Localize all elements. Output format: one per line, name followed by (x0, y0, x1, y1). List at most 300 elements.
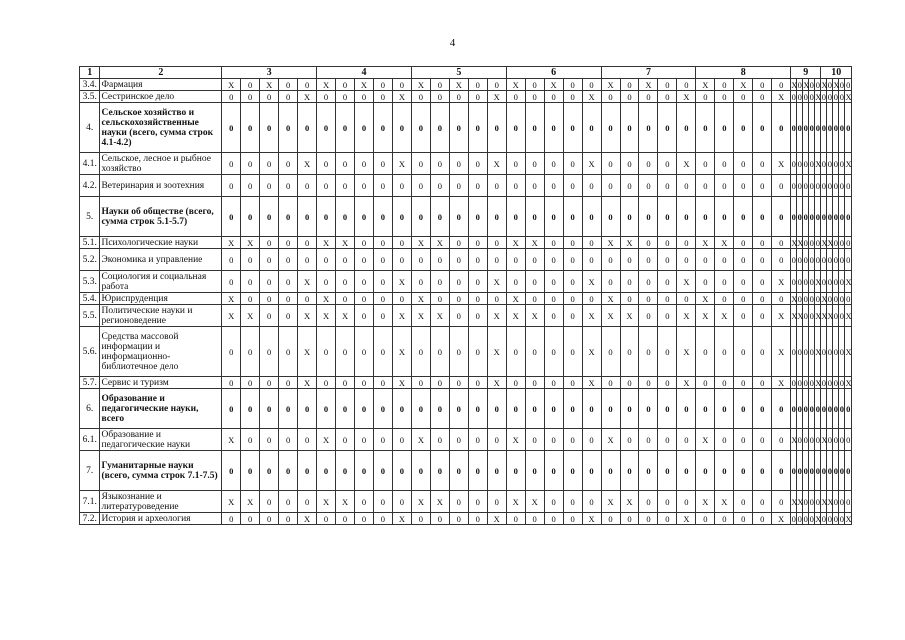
value-cell: 0 (336, 293, 355, 305)
value-cell: 0 (833, 249, 839, 271)
value-cell: 0 (803, 103, 809, 153)
table-row (80, 237, 852, 249)
value-cell: 0 (791, 377, 796, 388)
value-cell: X (506, 79, 525, 91)
value-cell: 0 (468, 153, 487, 175)
value-cell: 0 (298, 429, 317, 451)
value-cell: 0 (487, 79, 506, 91)
value-cell: X (845, 377, 852, 388)
value-cell: X (298, 91, 317, 103)
row-name: Образование и педагогические науки, всего (100, 389, 222, 429)
value-cell: 0 (260, 377, 279, 389)
value-cell: 0 (487, 293, 506, 305)
value-cell: 0 (833, 175, 839, 197)
value-cell: 0 (260, 293, 279, 305)
value-cell: 0 (279, 491, 298, 513)
value-cell: 0 (487, 491, 506, 513)
value-cell: 0 (354, 429, 373, 451)
value-cell: X (392, 91, 411, 103)
value-cell: 0 (563, 249, 582, 271)
value-cell: 0 (487, 389, 506, 429)
value-cell: 0 (821, 175, 827, 197)
value-cell: 0 (601, 271, 620, 293)
value-cell: 0 (430, 377, 449, 389)
value-cell: 0 (468, 91, 487, 103)
value-cell: 0 (449, 271, 468, 293)
value-cell: 0 (827, 513, 833, 524)
value-cell: 0 (696, 153, 715, 175)
value-cell: 0 (791, 451, 797, 491)
value-cell: X (222, 237, 241, 249)
value-cell: 0 (620, 429, 639, 451)
value-cell: X (317, 305, 336, 327)
value-cell: X (544, 79, 563, 91)
value-cell: 0 (839, 491, 845, 513)
value-cell: 0 (506, 389, 525, 429)
value-cell: 0 (449, 451, 468, 491)
value-cell: 0 (696, 389, 715, 429)
value-cell: 0 (658, 103, 677, 153)
value-cell: X (845, 91, 852, 102)
value-cell: 0 (468, 79, 487, 91)
value-cell: 0 (639, 91, 658, 103)
value-cell: 0 (821, 197, 827, 237)
value-cell: 0 (815, 79, 820, 90)
value-cell: 0 (222, 513, 241, 525)
value-cell: 0 (468, 327, 487, 377)
value-cell: X (715, 305, 734, 327)
value-cell: 0 (525, 271, 544, 293)
value-cell: X (411, 429, 430, 451)
value-cell: 0 (601, 91, 620, 103)
value-cell: 0 (525, 91, 544, 103)
value-cell: 0 (677, 451, 696, 491)
value-cell: 0 (525, 429, 544, 451)
value-cell: 0 (753, 91, 772, 103)
value-cell: 0 (791, 175, 797, 197)
value-cell: X (815, 513, 822, 524)
value-cell: 0 (544, 271, 563, 293)
value-cell: X (525, 305, 544, 327)
value-cell: 0 (833, 377, 839, 388)
value-cell: X (392, 327, 411, 377)
value-cell: X (845, 153, 852, 175)
table-row (80, 305, 852, 327)
value-cell: 0 (525, 153, 544, 175)
table-row (80, 175, 852, 197)
value-cell: 0 (815, 249, 821, 271)
value-cell: 0 (803, 197, 809, 237)
value-cell: 0 (639, 197, 658, 237)
value-cell: 0 (260, 429, 279, 451)
value-cell: 0 (336, 327, 355, 377)
value-cell: 0 (809, 429, 815, 451)
value-cell: 0 (639, 103, 658, 153)
value-cell: 0 (317, 91, 336, 103)
value-cell: X (715, 491, 734, 513)
value-cell: 0 (833, 491, 839, 513)
value-cell: 0 (298, 249, 317, 271)
value-cell: 0 (772, 491, 791, 513)
value-cell: 0 (582, 429, 601, 451)
value-cell: 0 (241, 389, 260, 429)
value-cell: 0 (354, 249, 373, 271)
value-cell: 0 (803, 91, 808, 102)
value-cell: 0 (430, 79, 449, 91)
value-cell: 0 (797, 249, 803, 271)
value-cell: 0 (373, 271, 392, 293)
value-cell: 0 (430, 153, 449, 175)
value-cell: 0 (839, 271, 845, 293)
value-cell: X (506, 293, 525, 305)
value-cell: X (772, 377, 791, 389)
value-cell: 0 (373, 327, 392, 377)
value-cell: 0 (241, 249, 260, 271)
value-cell: 0 (839, 103, 845, 153)
value-cell: 0 (772, 249, 791, 271)
value-cell: 0 (601, 451, 620, 491)
value-cell: 0 (525, 249, 544, 271)
value-cell: 0 (336, 91, 355, 103)
value-cell: X (392, 271, 411, 293)
value-cell: 0 (797, 377, 802, 388)
value-cell: 0 (241, 293, 260, 305)
value-cell: X (336, 237, 355, 249)
value-cell: 0 (772, 429, 791, 451)
value-cell: 0 (430, 451, 449, 491)
value-cell: X (317, 491, 336, 513)
value-cell: 0 (797, 271, 803, 293)
value-cell: 0 (809, 91, 814, 102)
value-cell: 0 (753, 389, 772, 429)
value-cell: 0 (411, 513, 430, 525)
table-row (80, 271, 852, 293)
value-cell: X (821, 429, 827, 451)
value-cell: 0 (815, 491, 821, 513)
value-cell: 0 (563, 451, 582, 491)
value-cell: 0 (582, 237, 601, 249)
row-number: 5.2. (80, 249, 100, 271)
value-cell: 0 (772, 237, 791, 249)
value-cell: 0 (544, 377, 563, 389)
row-name: Социология и социальная работа (100, 271, 222, 293)
value-cell: X (317, 293, 336, 305)
row-name: Сельское хозяйство и сельскохозяйственные науки (всего, сумма строк 4.1-4.2) (100, 103, 222, 153)
data-table (79, 66, 852, 525)
value-cell: 0 (487, 103, 506, 153)
value-cell: 0 (525, 103, 544, 153)
value-cell: 0 (336, 153, 355, 175)
value-cell: 0 (677, 237, 696, 249)
value-cell: 0 (336, 249, 355, 271)
table-row (80, 79, 852, 91)
value-cell: 0 (317, 327, 336, 377)
value-cell: 0 (260, 91, 279, 103)
value-cell: 0 (354, 389, 373, 429)
value-cell: 0 (392, 389, 411, 429)
value-cell: 0 (734, 305, 753, 327)
value-cell: 0 (563, 79, 582, 91)
value-cell: 0 (658, 153, 677, 175)
value-cell: 0 (487, 429, 506, 451)
value-cell: 0 (279, 103, 298, 153)
value-cell: 0 (827, 153, 833, 175)
value-cell: 0 (753, 377, 772, 389)
row-name: Сервис и туризм (100, 377, 222, 389)
value-cell: 0 (809, 513, 814, 524)
value-cell: 0 (803, 513, 808, 524)
value-cell: 0 (468, 389, 487, 429)
value-cell: 0 (791, 389, 797, 429)
value-cell: 0 (563, 389, 582, 429)
value-cell: 0 (336, 175, 355, 197)
value-cell: 0 (753, 175, 772, 197)
value-cell: 0 (809, 377, 814, 388)
value-cell: 0 (797, 293, 802, 304)
value-cell: 0 (506, 197, 525, 237)
value-cell: X (392, 513, 411, 525)
value-cell: 0 (222, 153, 241, 175)
value-cell: 0 (279, 153, 298, 175)
value-cell: 0 (241, 175, 260, 197)
row-number: 3.5. (80, 91, 100, 103)
value-cell: X (582, 327, 601, 377)
value-cell: 0 (833, 153, 839, 175)
value-cell: 0 (260, 389, 279, 429)
value-cell: 0 (392, 451, 411, 491)
value-cell: 0 (279, 197, 298, 237)
value-cell: 0 (620, 513, 639, 525)
value-cell: 0 (827, 293, 833, 304)
value-cell: X (601, 305, 620, 327)
value-cell: 0 (563, 491, 582, 513)
value-cell: 0 (715, 153, 734, 175)
value-cell: 0 (658, 79, 677, 91)
row-number: 5.1. (80, 237, 100, 249)
value-cell: 0 (317, 271, 336, 293)
value-cell: 0 (620, 79, 639, 91)
value-cell: X (506, 237, 525, 249)
value-cell: X (582, 271, 601, 293)
value-cell: X (298, 271, 317, 293)
value-cell: 0 (563, 91, 582, 103)
value-cell: X (411, 305, 430, 327)
value-cell: 0 (620, 249, 639, 271)
value-cell: 0 (449, 153, 468, 175)
value-cell: 0 (833, 103, 839, 153)
value-cell: 0 (544, 237, 563, 249)
value-cell: 0 (734, 197, 753, 237)
value-cell: X (222, 293, 241, 305)
value-cell: 0 (827, 271, 833, 293)
value-cell: 0 (544, 305, 563, 327)
value-cell: 0 (791, 153, 797, 175)
value-cell: 0 (803, 293, 808, 304)
row-name: Фармация (100, 79, 222, 91)
value-cell: 0 (260, 249, 279, 271)
value-cell: 0 (563, 175, 582, 197)
value-cell: 0 (809, 175, 815, 197)
value-cell: 0 (563, 103, 582, 153)
value-cell: 0 (827, 451, 833, 491)
value-cell: 0 (809, 153, 815, 175)
value-cell: X (845, 327, 852, 377)
value-cell: X (506, 305, 525, 327)
value-cell: X (696, 237, 715, 249)
row-number: 3.4. (80, 79, 100, 91)
value-cell: 0 (468, 237, 487, 249)
value-cell: 0 (468, 513, 487, 525)
value-cell: 0 (772, 389, 791, 429)
row-name: Ветеринария и зоотехния (100, 175, 222, 197)
value-cell: X (677, 327, 696, 377)
value-cell: 0 (222, 175, 241, 197)
value-cell: 0 (222, 197, 241, 237)
value-cell: 0 (639, 429, 658, 451)
value-cell: 0 (373, 305, 392, 327)
value-cell: 0 (601, 377, 620, 389)
value-cell: X (696, 79, 715, 91)
value-cell: 0 (734, 377, 753, 389)
value-cell: 0 (544, 91, 563, 103)
value-cell: 0 (449, 197, 468, 237)
value-cell: X (582, 153, 601, 175)
value-cell: X (845, 305, 852, 327)
value-cell: 0 (734, 451, 753, 491)
value-cell: 0 (753, 513, 772, 525)
value-cell: 0 (317, 389, 336, 429)
value-cell: 0 (845, 249, 852, 271)
value-cell: 0 (336, 389, 355, 429)
value-cell: 0 (373, 175, 392, 197)
value-cell: 0 (582, 451, 601, 491)
value-cell: 0 (715, 389, 734, 429)
value-cell: 0 (846, 293, 851, 304)
value-cell: X (772, 327, 791, 377)
value-cell: 0 (279, 389, 298, 429)
value-cell: 0 (620, 153, 639, 175)
value-cell: 0 (563, 513, 582, 525)
value-cell: 0 (827, 197, 833, 237)
value-cell: 0 (279, 377, 298, 389)
value-cell: 0 (563, 327, 582, 377)
row-number: 4. (80, 103, 100, 153)
value-cell: 0 (827, 389, 833, 429)
value-cell: 0 (317, 175, 336, 197)
row-number: 6. (80, 389, 100, 429)
value-cell: 0 (506, 175, 525, 197)
value-cell: X (815, 91, 822, 102)
value-cell: 0 (821, 327, 827, 377)
row-name: Сестринское дело (100, 91, 222, 103)
value-cell: 0 (809, 271, 815, 293)
value-cell: 0 (639, 305, 658, 327)
value-cell: 0 (772, 197, 791, 237)
value-cell: 0 (809, 249, 815, 271)
value-cell: X (487, 327, 506, 377)
value-cell: 0 (658, 249, 677, 271)
value-cell: 0 (582, 79, 601, 91)
value-cell: 0 (827, 91, 833, 102)
row-name: История и археология (100, 513, 222, 525)
value-cell: 0 (487, 237, 506, 249)
value-cell: 0 (827, 79, 833, 90)
value-cell: X (601, 293, 620, 305)
value-cell: 0 (658, 491, 677, 513)
value-cell: 0 (797, 429, 803, 451)
value-cell: 0 (260, 271, 279, 293)
value-cell: 0 (839, 513, 845, 524)
value-cell: 0 (411, 377, 430, 389)
value-cell: 0 (601, 197, 620, 237)
value-cell: 0 (696, 377, 715, 389)
value-cell: 0 (449, 429, 468, 451)
value-cell: 0 (809, 305, 815, 327)
value-cell: 0 (833, 327, 839, 377)
value-cell: X (336, 491, 355, 513)
value-cell: 0 (753, 305, 772, 327)
value-cell: X (815, 377, 822, 388)
value-cell: 0 (430, 513, 449, 525)
row-number: 5.5. (80, 305, 100, 327)
value-cell: 0 (753, 327, 772, 377)
value-cell: 0 (298, 451, 317, 491)
value-cell: X (791, 429, 797, 451)
table-row (80, 491, 852, 513)
value-cell: 0 (677, 249, 696, 271)
value-cell: 0 (317, 451, 336, 491)
value-cell: 0 (791, 327, 797, 377)
value-cell: 0 (241, 271, 260, 293)
value-cell: 0 (241, 377, 260, 389)
value-cell: 0 (803, 175, 809, 197)
value-cell: 0 (753, 153, 772, 175)
row-number: 5.3. (80, 271, 100, 293)
value-cell: X (797, 305, 803, 327)
value-cell: 0 (791, 271, 797, 293)
value-cell: X (411, 79, 430, 91)
value-cell: 0 (821, 377, 826, 388)
value-cell: 0 (241, 327, 260, 377)
value-cell: 0 (658, 293, 677, 305)
value-cell: 0 (772, 79, 791, 91)
value-cell: 0 (279, 271, 298, 293)
value-cell: X (791, 491, 797, 513)
value-cell: 0 (797, 513, 802, 524)
value-cell: 0 (833, 271, 839, 293)
value-cell: 0 (525, 79, 544, 91)
value-cell: 0 (639, 237, 658, 249)
value-cell: 0 (260, 327, 279, 377)
value-cell: 0 (373, 197, 392, 237)
value-cell: 0 (797, 451, 803, 491)
value-cell: 0 (696, 327, 715, 377)
value-cell: X (601, 79, 620, 91)
value-cell: 0 (563, 377, 582, 389)
value-cell: 0 (279, 305, 298, 327)
value-cell: 0 (468, 429, 487, 451)
value-cell: 0 (563, 153, 582, 175)
value-cell: 0 (336, 103, 355, 153)
value-cell: 0 (487, 175, 506, 197)
value-cell: 0 (845, 175, 852, 197)
value-cell: 0 (392, 429, 411, 451)
row-name: Языкознание и литературоведение (100, 491, 222, 513)
value-cell: 0 (809, 293, 814, 304)
value-cell: 0 (430, 91, 449, 103)
value-cell: X (772, 153, 791, 175)
header-cell: 2 (100, 67, 222, 79)
